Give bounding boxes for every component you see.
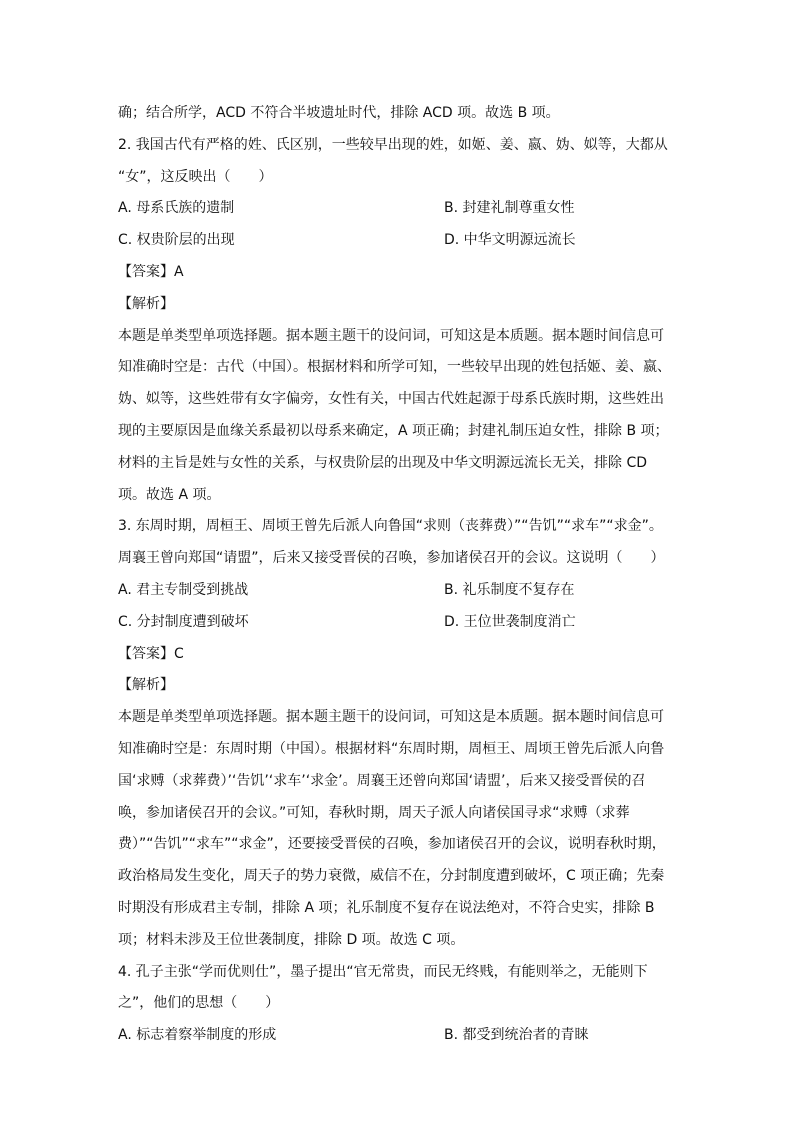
q3-option-c: C. 分封制度遭到破坏	[118, 613, 249, 630]
q3-options-row-1	[118, 575, 678, 607]
q3-answer: 【答案】C	[118, 645, 184, 662]
q2-answer: 【答案】A	[118, 263, 184, 280]
q2-option-a: A. 母系氏族的遗制	[118, 200, 235, 217]
document-page	[118, 98, 678, 1052]
q2-options-row-1	[118, 193, 678, 225]
q2-analysis-line-6: 项。故选 A 项。	[118, 486, 221, 503]
q4-option-b: B. 都受到统治者的青睐	[444, 1027, 589, 1044]
q3-analysis-line-4: 唤，参加诸侯召开的会议。”可知，春秋时期，周天子派人向诸侯国寻求“求赙（求葬	[118, 804, 630, 821]
q2-analysis-line-3: 妫、姒等，这些姓带有女字偏旁，女性有关，中国古代姓起源于母系氏族时期，这些姓出	[118, 391, 664, 408]
q3-analysis-line-8: 项；材料未涉及王位世袭制度，排除 D 项。故选 C 项。	[118, 931, 465, 948]
q2-analysis-line-5: 材料的主旨是姓与女性的关系，与权贵阶层的出现及中华文明源远流长无关，排除 CD	[118, 454, 648, 471]
q3-analysis-line-2: 知准确时空是：东周时期（中国）。根据材料“东周时期，周桓王、周顷王曾先后派人向鲁	[118, 740, 665, 757]
q4-stem-line-1: 4. 孔子主张“学而优则仕”，墨子提出“官无常贵，而民无终贱，有能则举之，无能则下	[118, 963, 648, 980]
q3-option-a: A. 君主专制受到挑战	[118, 581, 249, 598]
q2-option-b: B. 封建礼制尊重女性	[444, 200, 575, 217]
q2-analysis-line-1: 本题是单类型单项选择题。据本题主题干的设问词，可知这是本质题。据本题时间信息可	[118, 327, 664, 344]
q2-option-d: D. 中华文明源远流长	[444, 232, 576, 249]
q3-stem-line-1: 3. 东周时期，周桓王、周顷王曾先后派人向鲁国“求则（丧葬费）”“告饥”“求车”“求金”。	[118, 518, 663, 535]
q4-option-a: A. 标志着察举制度的形成	[118, 1027, 277, 1044]
q3-options-row-2	[118, 607, 678, 639]
q4-options-row-1	[118, 1020, 678, 1052]
q2-options-row-2	[118, 225, 678, 257]
q2-option-c: C. 权贵阶层的出现	[118, 232, 235, 249]
q3-analysis-line-1: 本题是单类型单项选择题。据本题主题干的设问词，可知这是本质题。据本题时间信息可	[118, 709, 664, 726]
previous-answer-tail: 确；结合所学，ACD 不符合半坡遗址时代，排除 ACD 项。故选 B 项。	[118, 105, 560, 121]
q3-option-d: D. 王位世袭制度消亡	[444, 613, 576, 630]
q3-analysis-line-7: 时期没有形成君主专制，排除 A 项；礼乐制度不复存在说法绝对，不符合史实，排除 B	[118, 899, 655, 916]
q2-stem-line-2: “女”，这反映出（ ）	[118, 168, 273, 185]
q2-stem-line-1: 2. 我国古代有严格的姓、氏区别，一些较早出现的姓，如姬、姜、嬴、妫、姒等，大都从	[118, 136, 668, 153]
q3-option-b: B. 礼乐制度不复存在	[444, 581, 575, 598]
q4-stem-line-2: 之”，他们的思想（ ）	[118, 995, 280, 1012]
q3-stem-line-2: 周襄王曾向郑国“请盟”，后来又接受晋侯的召唤，参加诸侯召开的会议。这说明（ ）	[118, 550, 665, 567]
q3-analysis-line-6: 政治格局发生变化，周天子的势力衰微，威信不在，分封制度遭到破坏，C 项正确；先秦	[118, 868, 665, 885]
q2-analysis-label: 【解析】	[118, 295, 174, 312]
q3-analysis-line-3: 国‘求赙（求葬费）’‘告饥’‘求车’‘求金’。周襄王还曾向郑国‘请盟’，后来又接受晋侯的召	[118, 772, 646, 789]
q2-analysis-line-4: 现的主要原因是血缘关系最初以母系来确定，A 项正确；封建礼制压迫女性，排除 B 项；	[118, 422, 669, 439]
q2-analysis-line-2: 知准确时空是：古代（中国）。根据材料和所学可知，一些较早出现的姓包括姬、姜、嬴、	[118, 359, 671, 376]
q3-analysis-label: 【解析】	[118, 677, 174, 694]
q3-analysis-line-5: 费）”“告饥”“求车”“求金”，还要接受晋侯的召唤，参加诸侯召开的会议，说明春秋时期，	[118, 836, 666, 853]
